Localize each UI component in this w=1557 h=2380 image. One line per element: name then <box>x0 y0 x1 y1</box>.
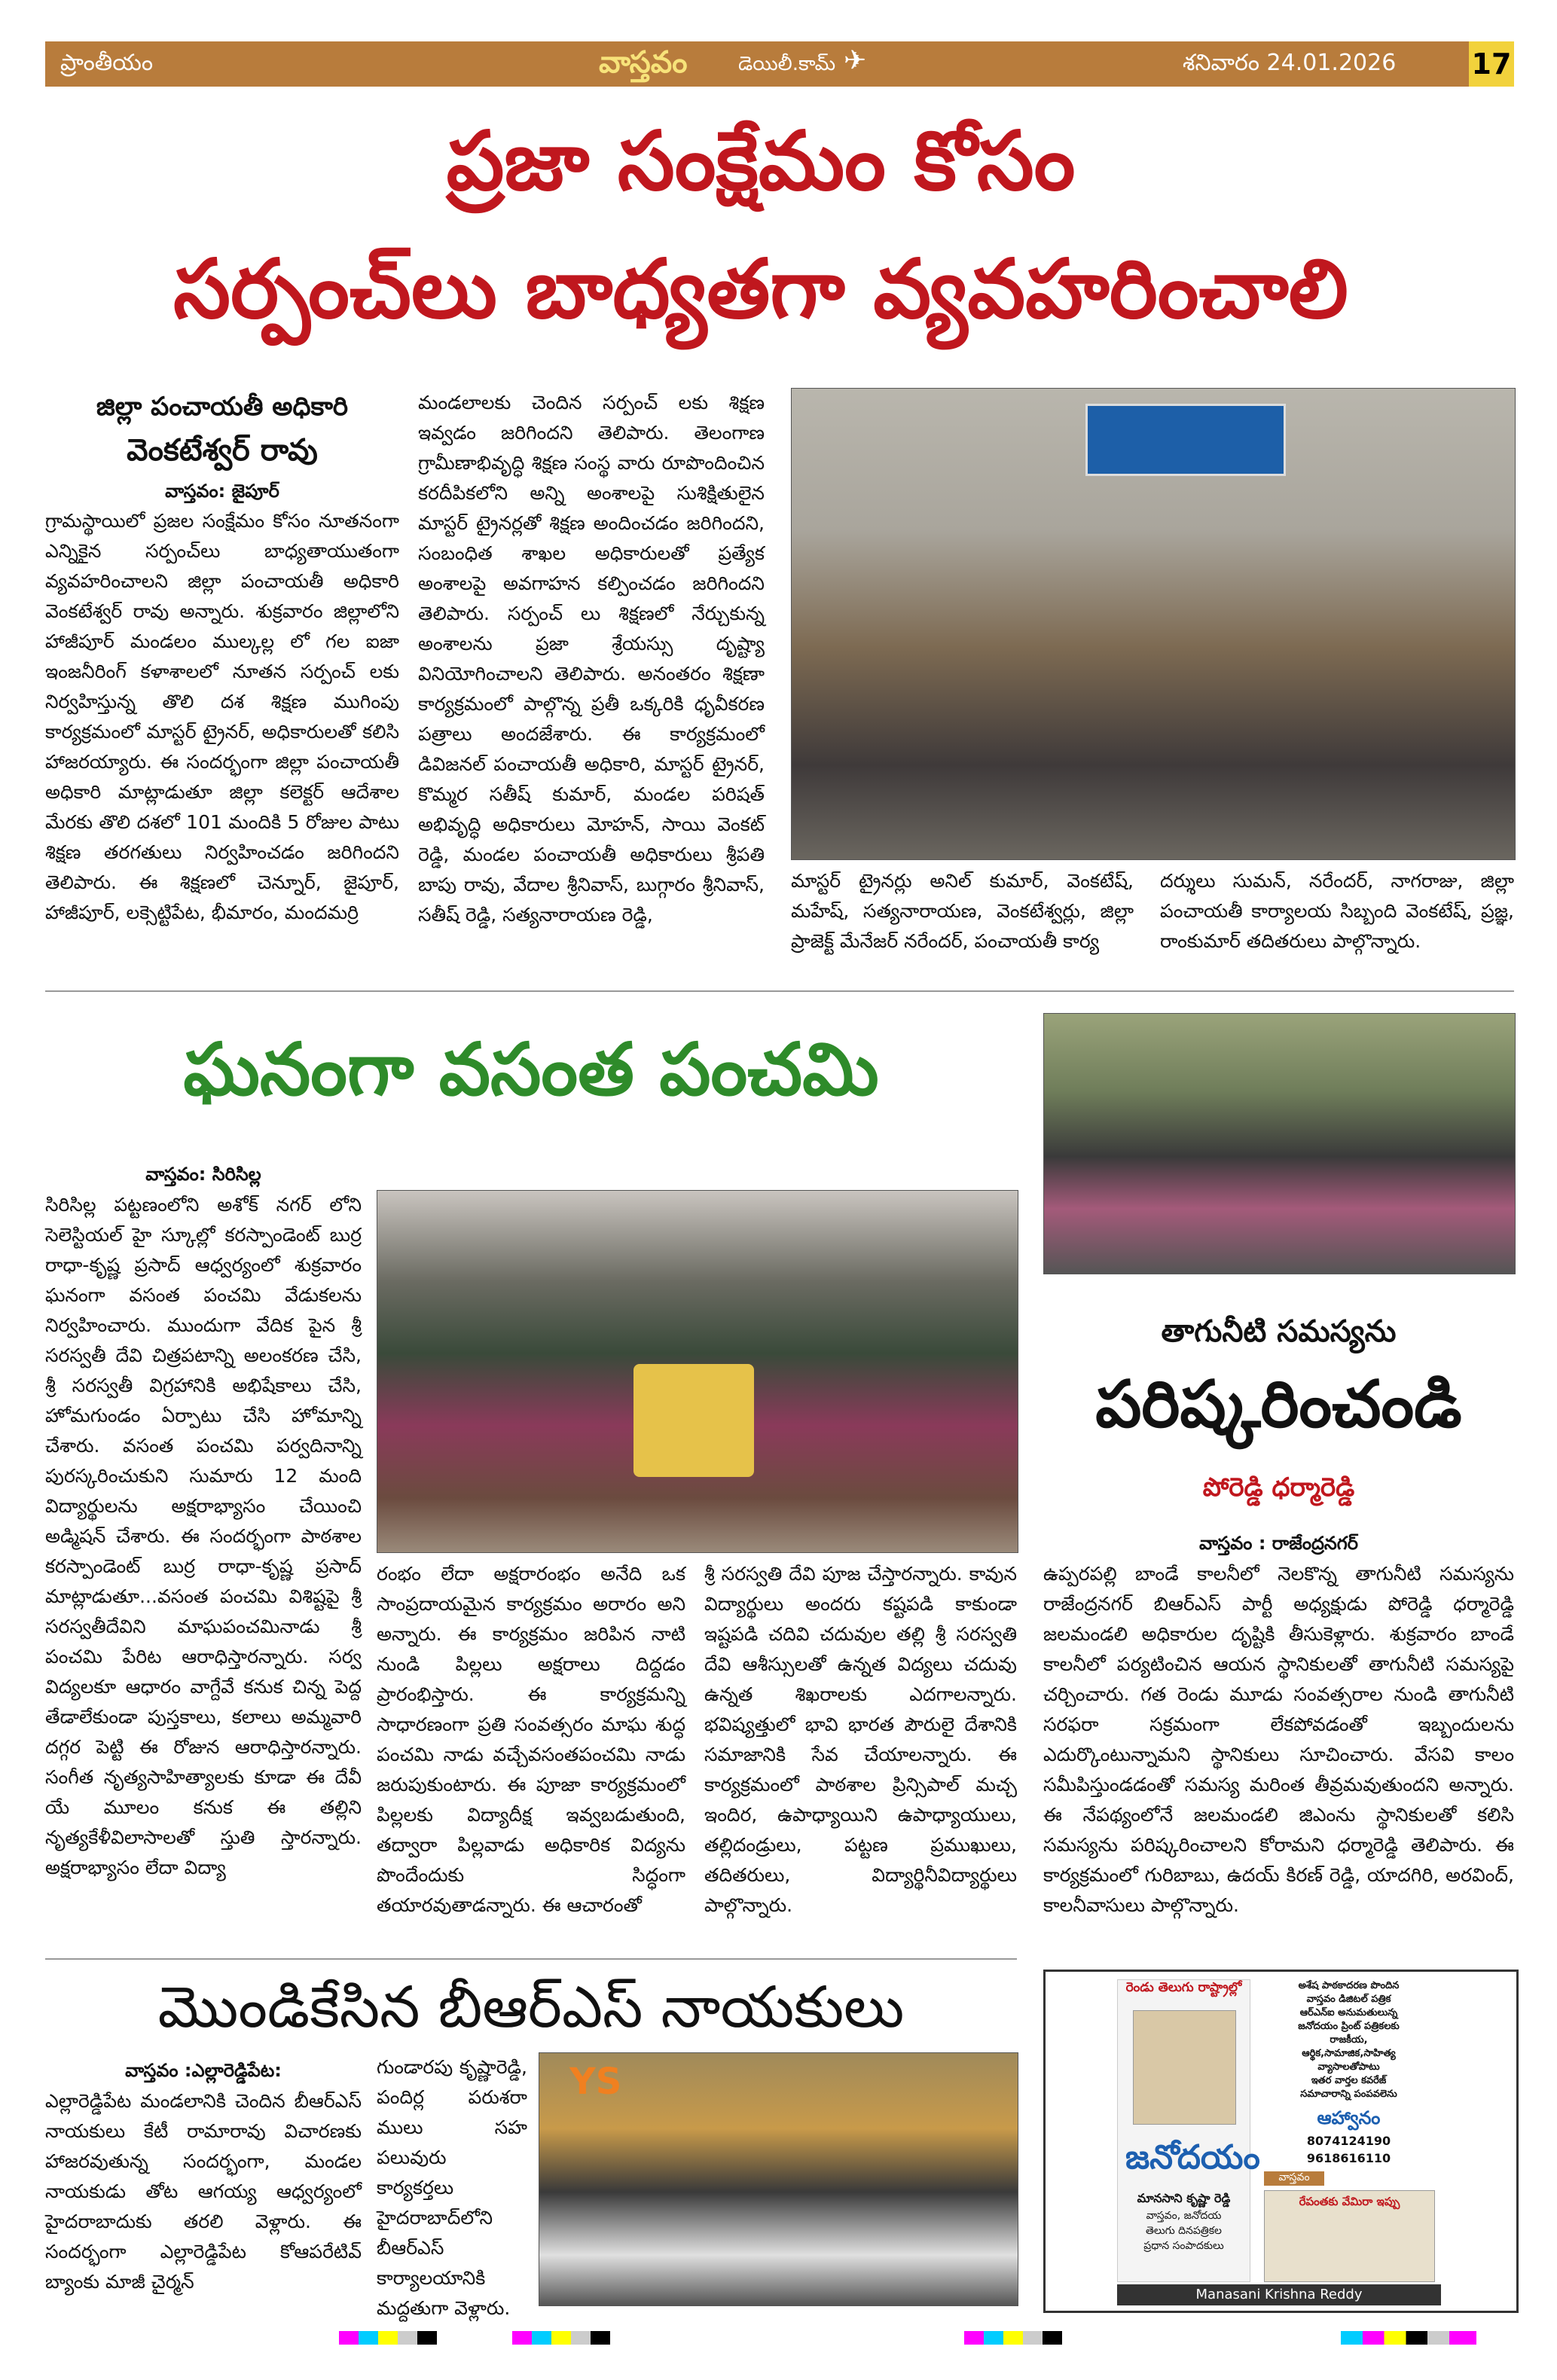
ad-brand: జనోదయం <box>1125 2138 1260 2177</box>
story1-headline-line1: ప్రజా సంక్షేమం కోసం <box>446 114 1076 209</box>
story1-column-3: మాస్టర్ ట్రైనర్లు అనిల్ కుమార్, వెంకటేష్, మహేష్, సత్యనారాయణ, వెంకటేశ్వర్లు, జిల్లా ప్రాజెక్ట్ మేనేజర్ నరేందర్, పంచాయతీ కార్య <box>791 870 1134 952</box>
ad-phone-1: 8074124190 <box>1306 2134 1391 2148</box>
ad-info-lines <box>1256 1979 1441 2101</box>
story1-subhead-2: వెంకటేశ్వర్ రావు <box>127 433 318 468</box>
story4-headline: మొండికేసిన బీఆర్ఎస్ నాయకులు <box>157 1973 905 2040</box>
ad-info-line: ఆర్ఎన్ఐ అనుమతులున్న <box>1299 2007 1398 2018</box>
story4-column-2: గుండారపు కృష్ణారెడ్డి, పందిర్ల పరుశరా ములు సహ పలువురు కార్యకర్తలు హైదరాబాద్‌లోని బీఆర్ఎస్ కార్యాలయానికి మద్దతుగా వెళ్లారు. <box>377 2056 527 2319</box>
story1-column-1: గ్రామస్థాయిలో ప్రజల సంక్షేమం కోసం నూతనంగా ఎన్నికైన సర్పంచ్‌లు బాధ్యతాయుతంగా వ్యవహరించాలని జిల్లా పంచాయతీ అధికారి వెంకటేశ్వర్ రావు అన్నారు. శుక్రవారం జిల్లాలోని హాజీపూర్ మండలం ముల్కల్ల లో గల ఐజా ఇంజనీరింగ్ కళాశాలలో నూతన సర్పంచ్ లకు నిర్వహిస్తున్న తొలి దశ శిక్షణ ముగింపు కార్యక్రమంలో మాస్టర్ ట్రైనర్, అధికారులతో కలిసి హాజరయ్యారు. ఈ సందర్భంగా జిల్లా పంచాయతీ అధికారి మాట్లాడుతూ జిల్లా కలెక్టర్ ఆదేశాల మేరకు తొలి దశలో 101 మందికి 5 రోజుల పాటు శిక్షణ తరగతులు నిర్వహించడం జరిగిందని తెలిపారు. ఈ శిక్షణలో చెన్నూర్, జైపూర్, హాజీపూర్, లక్సెట్టిపేట, భీమారం, మందమర్రి <box>45 510 399 923</box>
brs-leaders-photo <box>539 2052 1018 2306</box>
story1-dateline: వాస్తవం: జైపూర్ <box>165 481 279 502</box>
divider-1 <box>45 990 1514 992</box>
ad-name: మానసాని కృష్ణా రెడ్డి <box>1137 2191 1231 2205</box>
ad-left-panel <box>1117 1979 1260 2282</box>
date: శనివారం 24.01.2026 <box>1183 50 1397 76</box>
bird-icon: ✈ <box>844 45 867 76</box>
training-group-photo <box>791 388 1516 860</box>
story2-column-1: సిరిసిల్ల పట్టణంలోని అశోక్ నగర్ లోని సెలెస్టియల్ హై స్కూల్లో కరస్పాండెంట్ బుర్ర రాధా-కృష్ణ ప్రసాద్ ఆధ్వర్యంలో శుక్రవారం ఘనంగా వసంత పంచమి వేడుకలను నిర్వహించారు. ముందుగా వేదిక పైన శ్రీ సరస్వతీ దేవి చిత్రపటాన్ని అలంకరణ చేసి, శ్రీ సరస్వతీ విగ్రహానికి అభిషేకాలు చేసి, హోమగుండం ఏర్పాటు చేసి హోమాన్ని చేశారు. వసంత పంచమి పర్వదినాన్ని పురస్కరించుకుని సుమారు 12 మంది విద్యార్థులను అక్షరాభ్యాసం చేయించి అడ్మిషన్ చేశారు. ఈ సందర్భంగా పాఠశాల కరస్పాండెంట్ బుర్ర రాధా-కృష్ణ ప్రసాద్ మాట్లాడుతూ...వసంత పంచమి విశిష్టపై శ్రీ సరస్వతీదేవిని మాఘపంచమినాడు శ్రీ పంచమి పేరిట ఆరాధిస్తారన్నారు. సర్వ విద్యలకూ ఆధారం వాగ్దేవే కనుక చిన్న పెద్ద తేడాలేకుండా పుస్తకాలు, కలాలు అమ్మవారి దగ్గర పెట్టి ఈ రోజున ఆరాధిస్తారన్నారు. సంగీత నృత్యసాహిత్యాలకు కూడా ఈ దేవీ యే మూలం కనుక ఈ తల్లిని నృత్యకేళీవిలాసాలతో స్తుతి స్తారన్నారు. అక్షరాభ్యాసం లేదా విద్యా <box>45 1194 362 1878</box>
ad-name-sub2: తెలుగు దినపత్రికల <box>1146 2225 1222 2237</box>
story4-column-1: ఎల్లారెడ్డిపేట మండలానికి చెందిన బీఆర్ఎస్ నాయకులు కేటీ రామారావు విచారణకు హాజరవుతున్న సందర్భంగా, మండల నాయకుడు తోట ఆగయ్య ఆధ్వర్యంలో హైదరాబాదుకు తరలి వెళ్లారు. ఈ సందర్భంగా ఎల్లారెడ్డిపేట కోఆపరేటివ్ బ్యాంకు మాజీ చైర్మన్ <box>45 2090 362 2293</box>
story3-kicker: తాగునీటి సమస్యను <box>1161 1314 1397 1349</box>
saraswati-idol <box>633 1364 754 1477</box>
story4-dateline: వాస్తవం :ఎల్లారెడ్డిపేట: <box>125 2060 282 2081</box>
story1-column-2: మండలాలకు చెందిన సర్పంచ్ లకు శిక్షణ ఇవ్వడం జరిగిందని తెలిపారు. తెలంగాణ గ్రామీణాభివృద్ధి శిక్షణ సంస్థ వారు రూపొందించిన కరదీపికలోని అన్ని అంశాలపై సుశిక్షితులైన మాస్టర్ ట్రైనర్లతో శిక్షణ అందించడం జరిగిందని, సంబంధిత శాఖల అధికారులతో ప్రత్యేక అంశాలపై అవగాహన కల్పించడం జరిగిందని తెలిపారు. సర్పంచ్ లు శిక్షణలో నేర్చుకున్న అంశాలను ప్రజా శ్రేయస్సు దృష్ట్యా వినియోగించాలని తెలిపారు. అనంతరం శిక్షణా కార్యక్రమంలో పాల్గొన్న ప్రతీ ఒక్కరికి ధృవీకరణ పత్రాలు అందజేశారు. ఈ కార్యక్రమంలో డివిజనల్ పంచాయతీ అధికారి, మాస్టర్ ట్రైనర్, కొమ్మర సతీష్ కుమార్, మండల పరిషత్ అభివృద్ధి అధికారులు మోహన్, సాయి వెంకట్ రెడ్డి, మండల పంచాయతీ అధికారులు శ్రీపతి బాపు రావు, వేదాల శ్రీనివాస్, బుగ్గారం శ్రీనివాస్, సతీష్ రెడ్డి, సత్యనారాయణ రెడ్డి, <box>418 392 765 926</box>
water-issue-photo <box>1043 1013 1516 1274</box>
story3-headline: పరిష్కరించండి <box>1095 1367 1462 1442</box>
ad-right-name: రేపంతకు వేమిరా ఇప్పు <box>1299 2195 1400 2208</box>
ad-info-line: సమాచారాన్ని పంపవలెను <box>1300 2089 1397 2100</box>
story2-column-2: రంభం లేదా అక్షరారంభం అనేది ఒక సాంప్రదాయమైన కార్యక్రమం అరారం అని అన్నారు. ఈ కార్యక్రమం జరిపిన నాటి నుండి పిల్లలు అక్షరాలు దిద్దడం ప్రారంభిస్తారు. ఈ కార్యక్రమన్ని సాధారణంగా ప్రతి సంవత్సరం మాఘ శుద్ధ పంచమి నాడు వచ్చేవసంతపంచమి నాడు జరుపుకుంటారు. ఈ పూజా కార్యక్రమంలో పిల్లలకు విద్యాదీక్ష ఇవ్వబడుతుంది, తద్వారా పిల్లవాడు అధికారిక విద్యను పొందేందుకు సిద్ధంగా తయారవుతాడన్నారు. ఈ ఆచారంతో <box>377 1563 685 1916</box>
store-sign: YS <box>569 2061 622 2103</box>
ad-info-line: జనోదయం ప్రింట్ పత్రికలకు <box>1298 2021 1400 2032</box>
ad-phone-2: 9618616110 <box>1306 2151 1391 2165</box>
story1-subhead-1: జిల్లా పంచాయతీ అధికారి <box>96 392 349 422</box>
banner-screen <box>1085 404 1286 476</box>
ad-invite: ఆహ్వానం <box>1317 2107 1381 2128</box>
story3-body: ఉప్పరపల్లి బాండే కాలనీలో నెలకొన్న తాగునీటి సమస్యను రాజేంద్రనగర్ బిఆర్ఎస్ పార్టీ అధ్యక్షుడు పోరెడ్డి ధర్మారెడ్డి జలమండలి అధికారుల దృష్టికి తీసుకెళ్లారు. శుక్రవారం బాండే కాలనీలో పర్యటించిన ఆయన స్థానికులతో తాగునీటి సమస్యపై చర్చించారు. గత రెండు మూడు సంవత్సరాల నుండి తాగునీటి సరఫరా సక్రమంగా లేకపోవడంతో ఇబ్బందులను ఎదుర్కొంటున్నామని స్థానికులు సూచించారు. వేసవి కాలం సమీపిస్తుండడంతో సమస్య మరింత తీవ్రమవుతుందని అన్నారు. ఈ నేపథ్యంలోనే జలమండలి జిఎంను స్థానికులతో కలిసి సమస్యను పరిష్కరించాలని కోరామని ధర్మారెడ్డి తెలిపారు. ఈ కార్యక్రమంలో గురిబాబు, ఉదయ్ కిరణ్ రెడ్డి, యాదగిరి, అరవింద్, కాలనీవాసులు పాల్గొన్నారు. <box>1043 1563 1514 1916</box>
ad-name-sub3: ప్రధాన సంపాదకులు <box>1143 2240 1224 2252</box>
janodayam-advertisement <box>1043 1970 1519 2313</box>
ad-brand-small: వాస్తవం <box>1264 2171 1324 2186</box>
ad-newspaper-image <box>1133 2010 1236 2125</box>
ad-info-line: వాస్తవం డిజిటల్ పత్రిక <box>1306 1994 1391 2005</box>
ad-info-line: రాజకీయ, <box>1330 2034 1368 2046</box>
story2-column-3: శ్రీ సరస్వతి దేవి పూజ చేస్తారన్నారు. కావున విద్యార్థులు అందరు కష్టపడి కాకుండా ఇష్టపడి చదివి చదువుల తల్లి శ్రీ సరస్వతి దేవి ఆశీస్సులతో ఉన్నత విద్యలు చదువు ఉన్నత శిఖరాలకు ఎదగాలన్నారు. భవిష్యత్తులో భావి భారత పౌరులై దేశానికి సమాజానికి సేవ చేయాలన్నారు. ఈ కార్యక్రమంలో పాఠశాల ప్రిన్సిపాల్ మచ్చ ఇందిర, ఉపాధ్యాయిని ఉపాధ్యాయులు, తల్లిదండ్రులు, పట్టణ ప్రముఖులు, తదితరులు, విద్యార్థినీవిద్యార్థులు పాల్గొన్నారు. <box>704 1563 1017 1916</box>
story1-column-4: దర్శులు సుమన్, నరేందర్, నాగరాజు, జిల్లా పంచాయతీ కార్యాలయ సిబ్బంది వెంకటేష్, ప్రజ్ఞ, రాంకుమార్ తదితరులు పాల్గొన్నారు. <box>1160 870 1514 952</box>
vasantha-panchami-photo <box>377 1190 1018 1553</box>
story3-byline: పోరెడ్డి ధర్మారెడ్డి <box>1202 1472 1355 1503</box>
ad-name-sub1: వాస్తవం, జనోదయ <box>1146 2210 1222 2222</box>
ad-info-line: ఆర్థిక,సామాజిక,సాహిత్య <box>1302 2048 1396 2059</box>
paper-name: వాస్తవం <box>599 45 688 80</box>
ad-info-line: వ్యాసాలతోపాటు <box>1317 2061 1380 2073</box>
ad-info-line: అశేష పాఠకాదరణ పొందిన <box>1298 1980 1400 1991</box>
ad-caption: Manasani Krishna Reddy <box>1117 2284 1441 2305</box>
print-registration-marks <box>45 2331 1514 2346</box>
ad-right-panel <box>1256 1979 1441 2296</box>
ad-info-line: ఇతర వార్తల కవరేజ్ <box>1311 2075 1387 2086</box>
ad-top-left: రెండు తెలుగు రాష్ట్రాల్లో <box>1125 1980 1242 1995</box>
story2-dateline: వాస్తవం: సిరిసిల్ల <box>145 1164 261 1185</box>
ad-portrait-strip <box>1264 2190 1435 2282</box>
site-name: డెయిలీ.కామ్ <box>738 53 836 75</box>
section-label: ప్రాంతీయం <box>60 50 154 76</box>
story3-dateline: వాస్తవం : రాజేంద్రనగర్ <box>1198 1533 1358 1554</box>
story1-headline-line2: సర్పంచ్‌లు బాధ్యతగా వ్యవహరించాలి <box>173 243 1348 337</box>
page-number: 17 <box>1469 41 1514 87</box>
divider-2 <box>45 1958 1017 1960</box>
story2-headline: ఘనంగా వసంత పంచమి <box>183 1027 879 1112</box>
